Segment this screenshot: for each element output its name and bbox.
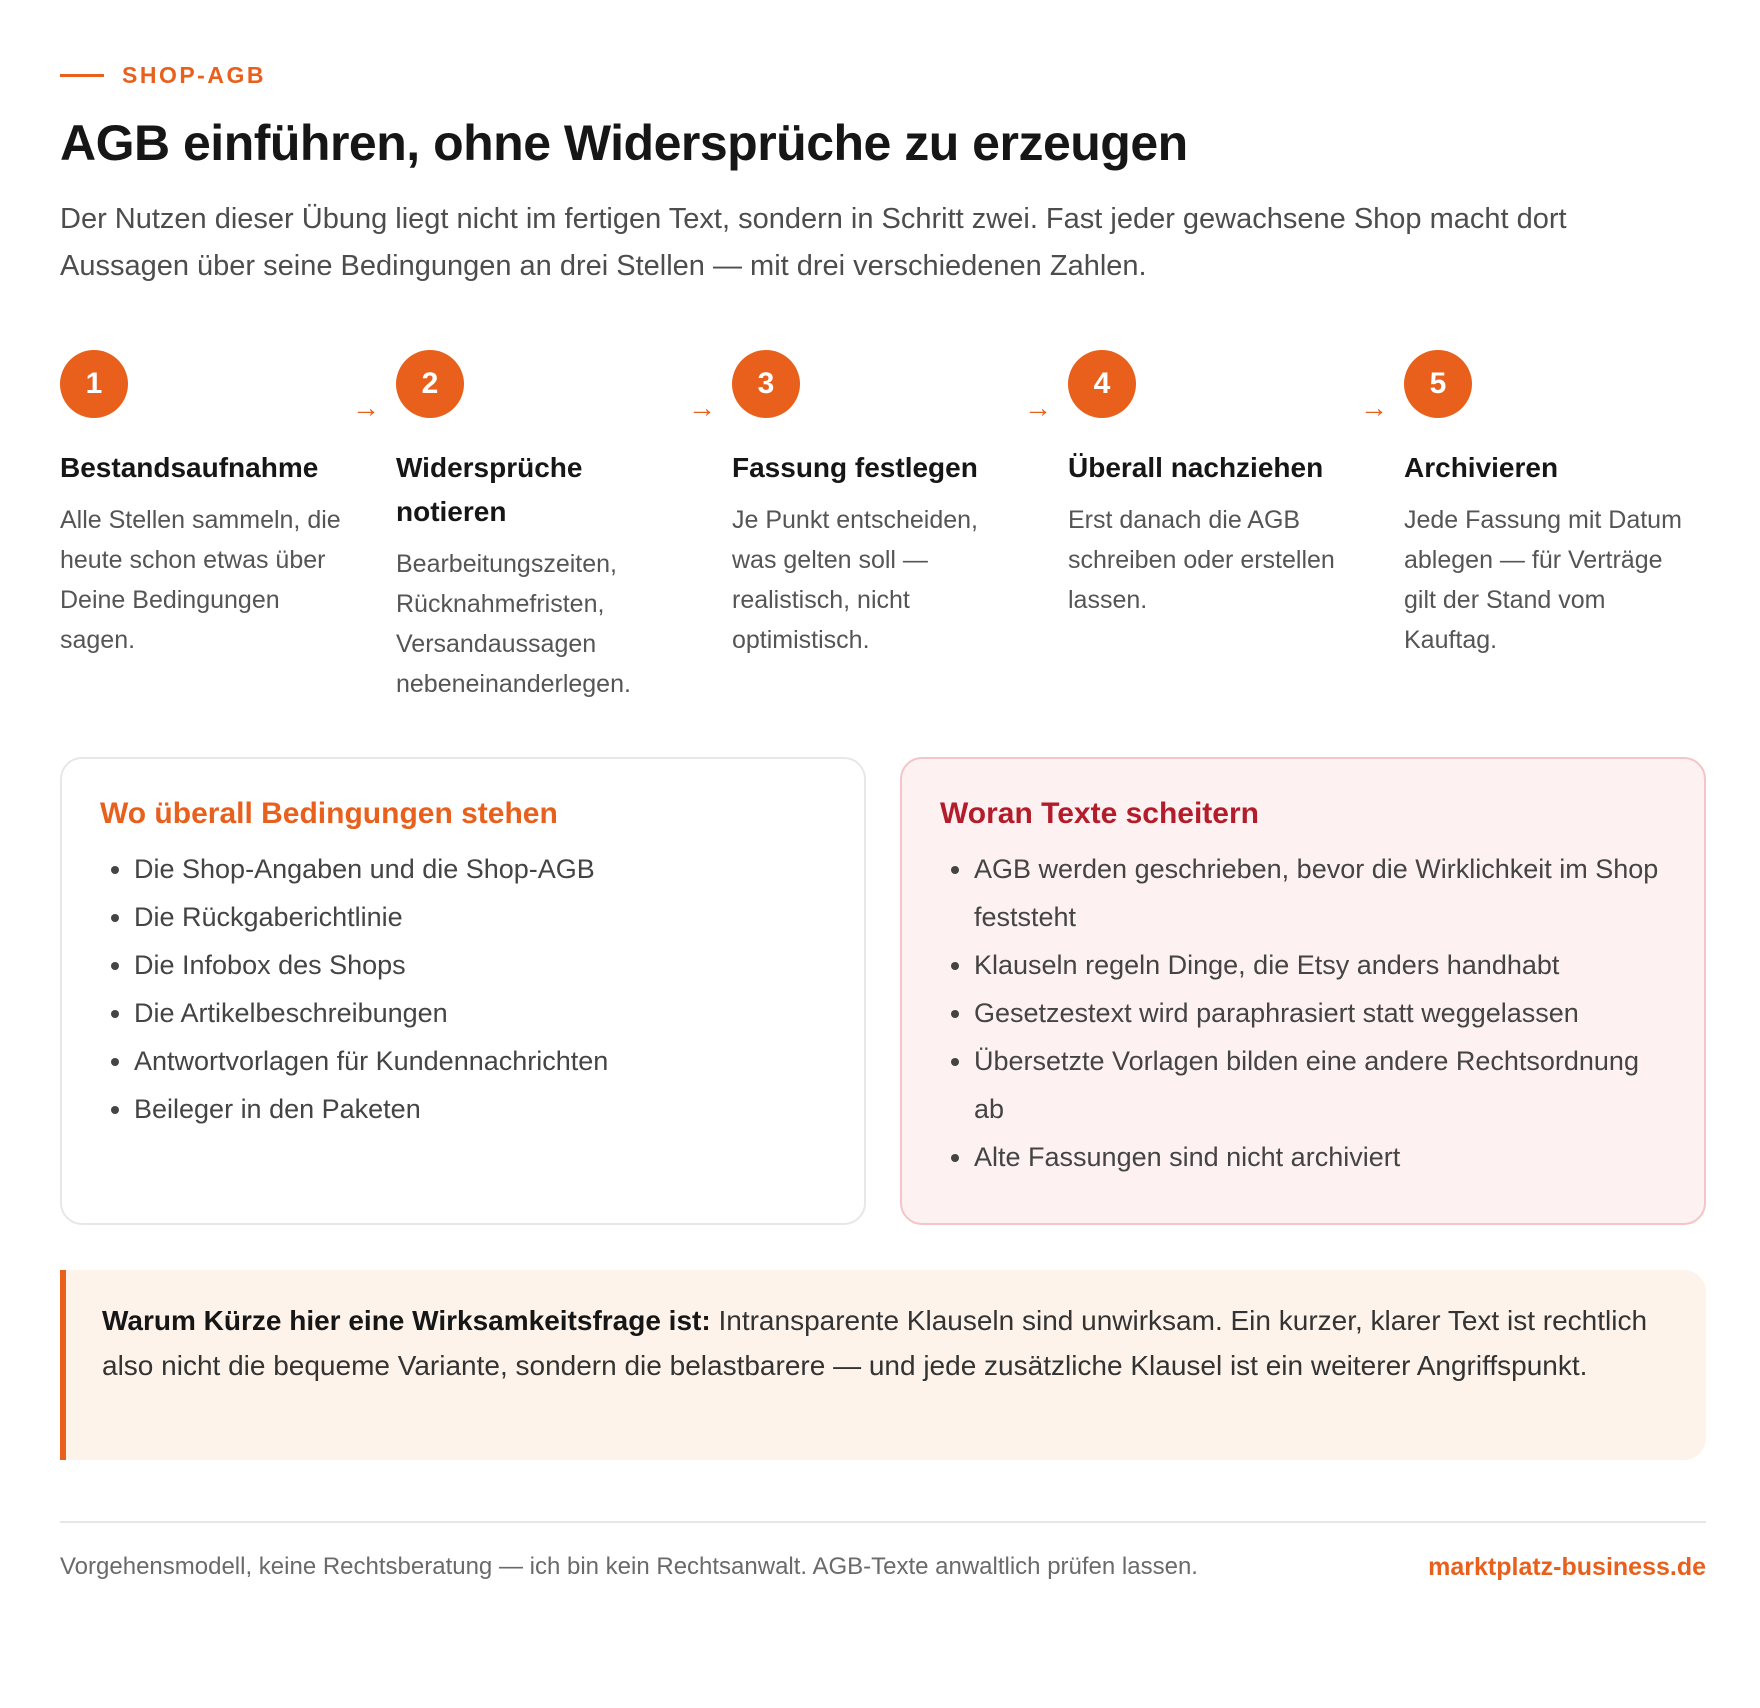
footer-divider (60, 1521, 1706, 1523)
eyebrow (60, 62, 266, 89)
failures-list (940, 845, 1666, 1181)
list-item: • Gesetzestext wird paraphrasiert statt weggelassen (974, 989, 1666, 1037)
step-title: Überall nachziehen (1068, 452, 1324, 483)
step-number-badge: 1 (60, 350, 128, 418)
step-arrow-icon: → (352, 392, 380, 423)
step-description: Bearbeitungszeiten, Rücknahmefristen, Versandaussagen nebeneinanderlegen. (396, 550, 631, 698)
list-item: • Beileger in den Paketen (134, 1085, 826, 1133)
step-arrow-icon: → (1024, 392, 1052, 423)
step-description: Erst danach die AGB schreiben oder erstellen lassen. (1068, 506, 1335, 614)
eyebrow-line (60, 74, 104, 77)
callout-lead: Warum Kürze hier eine Wirksamkeitsfrage ist: (102, 1305, 711, 1336)
step-1 (60, 350, 350, 660)
page-title: AGB einführen, ohne Widersprüche zu erzeugen (60, 115, 1188, 171)
step-5 (1404, 350, 1694, 660)
list-item: • Alte Fassungen sind nicht archiviert (974, 1133, 1666, 1181)
step-title: Fassung festlegen (732, 452, 978, 483)
step-2 (396, 350, 686, 704)
list-item: • AGB werden geschrieben, bevor die Wirklichkeit im Shop feststeht (974, 845, 1666, 941)
step-arrow-icon: → (688, 392, 716, 423)
intro-text: Der Nutzen dieser Übung liegt nicht im fertigen Text, sondern in Schritt zwei. Fast jeder gewachsene Shop macht dort Aussagen über seine Bedingungen an drei Stellen — mit drei verschiedenen Zahlen. (60, 203, 1567, 282)
footer-brand: marktplatz-business.de (1428, 1553, 1706, 1581)
list-item: • Übersetzte Vorlagen bilden eine andere Rechtsordnung ab (974, 1037, 1666, 1133)
step-number-badge: 2 (396, 350, 464, 418)
step-description: Je Punkt entscheiden, was gelten soll — realistisch, nicht optimistisch. (732, 506, 978, 654)
step-3 (732, 350, 1022, 660)
step-4 (1068, 350, 1358, 620)
list-item: • Antwortvorlagen für Kundennachrichten (134, 1037, 826, 1085)
step-description: Jede Fassung mit Datum ablegen — für Verträge gilt der Stand vom Kauftag. (1404, 506, 1682, 654)
list-item: • Die Artikelbeschreibungen (134, 989, 826, 1037)
callout-note (60, 1270, 1706, 1460)
footer-disclaimer: Vorgehensmodell, keine Rechtsberatung — ich bin kein Rechtsanwalt. AGB-Texte anwaltlich prüfen lassen. (60, 1553, 1198, 1580)
step-title: Bestandsaufnahme (60, 452, 319, 483)
step-arrow-icon: → (1360, 392, 1388, 423)
failures-card (900, 757, 1706, 1225)
process-steps (60, 350, 1700, 710)
list-item: • Die Rückgaberichtlinie (134, 893, 826, 941)
failures-card-title: Woran Texte scheitern (940, 797, 1259, 830)
locations-card (60, 757, 866, 1225)
step-title: Archivieren (1404, 452, 1559, 483)
locations-card-title: Wo überall Bedingungen stehen (100, 797, 558, 830)
step-description: Alle Stellen sammeln, die heute schon etwas über Deine Bedingungen sagen. (60, 506, 341, 654)
eyebrow-label: SHOP-AGB (122, 62, 266, 88)
step-number-badge: 4 (1068, 350, 1136, 418)
list-item: • Klauseln regeln Dinge, die Etsy anders handhabt (974, 941, 1666, 989)
step-number-badge: 5 (1404, 350, 1472, 418)
list-item: • Die Shop-Angaben und die Shop-AGB (134, 845, 826, 893)
step-title: Widersprüche notieren (396, 452, 583, 527)
step-number-badge: 3 (732, 350, 800, 418)
list-item: • Die Infobox des Shops (134, 941, 826, 989)
locations-list (100, 845, 826, 1133)
callout-text: Intransparente Klauseln sind unwirksam. Ein kurzer, klarer Text ist rechtlich also nicht die bequeme Variante, sondern die belastbarere — und jede zusätzliche Klausel ist ein weiterer Angriffspunkt. (102, 1305, 1648, 1381)
